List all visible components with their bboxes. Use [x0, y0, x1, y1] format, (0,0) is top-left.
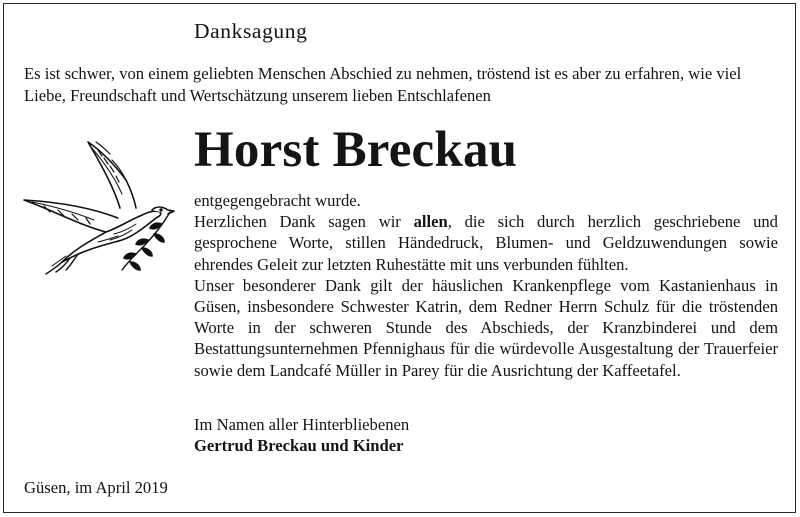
signature: Gertrud Breckau und Kinder	[194, 436, 404, 456]
notice-heading: Danksagung	[194, 19, 308, 43]
dove-with-olive-branch-icon	[22, 136, 177, 276]
deceased-name: Horst Breckau	[194, 122, 518, 178]
thanks-paragraph-general	[194, 190, 778, 275]
thanks-paragraph-special: Unser besonderer Dank gilt der häuslichen Krankenpflege vom Kastanienhaus in Güsen, insbesondere Schwester Katrin, dem Redner Herrn Schulz für die tröstenden Worte in der schweren Stunde des Abschieds, der Kranzbinderei und dem Bestattungsunternehmen Pfennighaus für die würdevolle Ausgestaltung der Trauerfeier sowie dem Landcafé Müller in Parey für die Ausrichtung der Kaffeetafel.	[194, 275, 778, 380]
continuation-line: entgegengebracht wurde.	[194, 191, 361, 210]
thanks-body	[194, 190, 778, 381]
intro-text: Es ist schwer, von einem geliebten Menschen Abschied zu nehmen, tröstend ist es aber zu erfahren, wie viel Liebe, Freundschaft und Wertschätzung unserem lieben Entschlafenen	[24, 64, 742, 105]
thanks-emphasis: allen	[413, 212, 448, 232]
place-and-date: Güsen, im April 2019	[24, 478, 168, 497]
thanks-rest: , die sich durch herzlich geschriebene und gesprochene Worte, stillen Händedruck, Blumen- und Geldzuwendungen sowie ehrendes Geleit zur letzten Ruhestätte mit uns verbunden fühlten.	[194, 212, 778, 274]
thanks-lead: Herzlichen Dank sagen wir	[194, 212, 414, 232]
signoff	[194, 414, 409, 456]
signoff-lead: Im Namen aller Hinterbliebenen	[194, 415, 410, 434]
